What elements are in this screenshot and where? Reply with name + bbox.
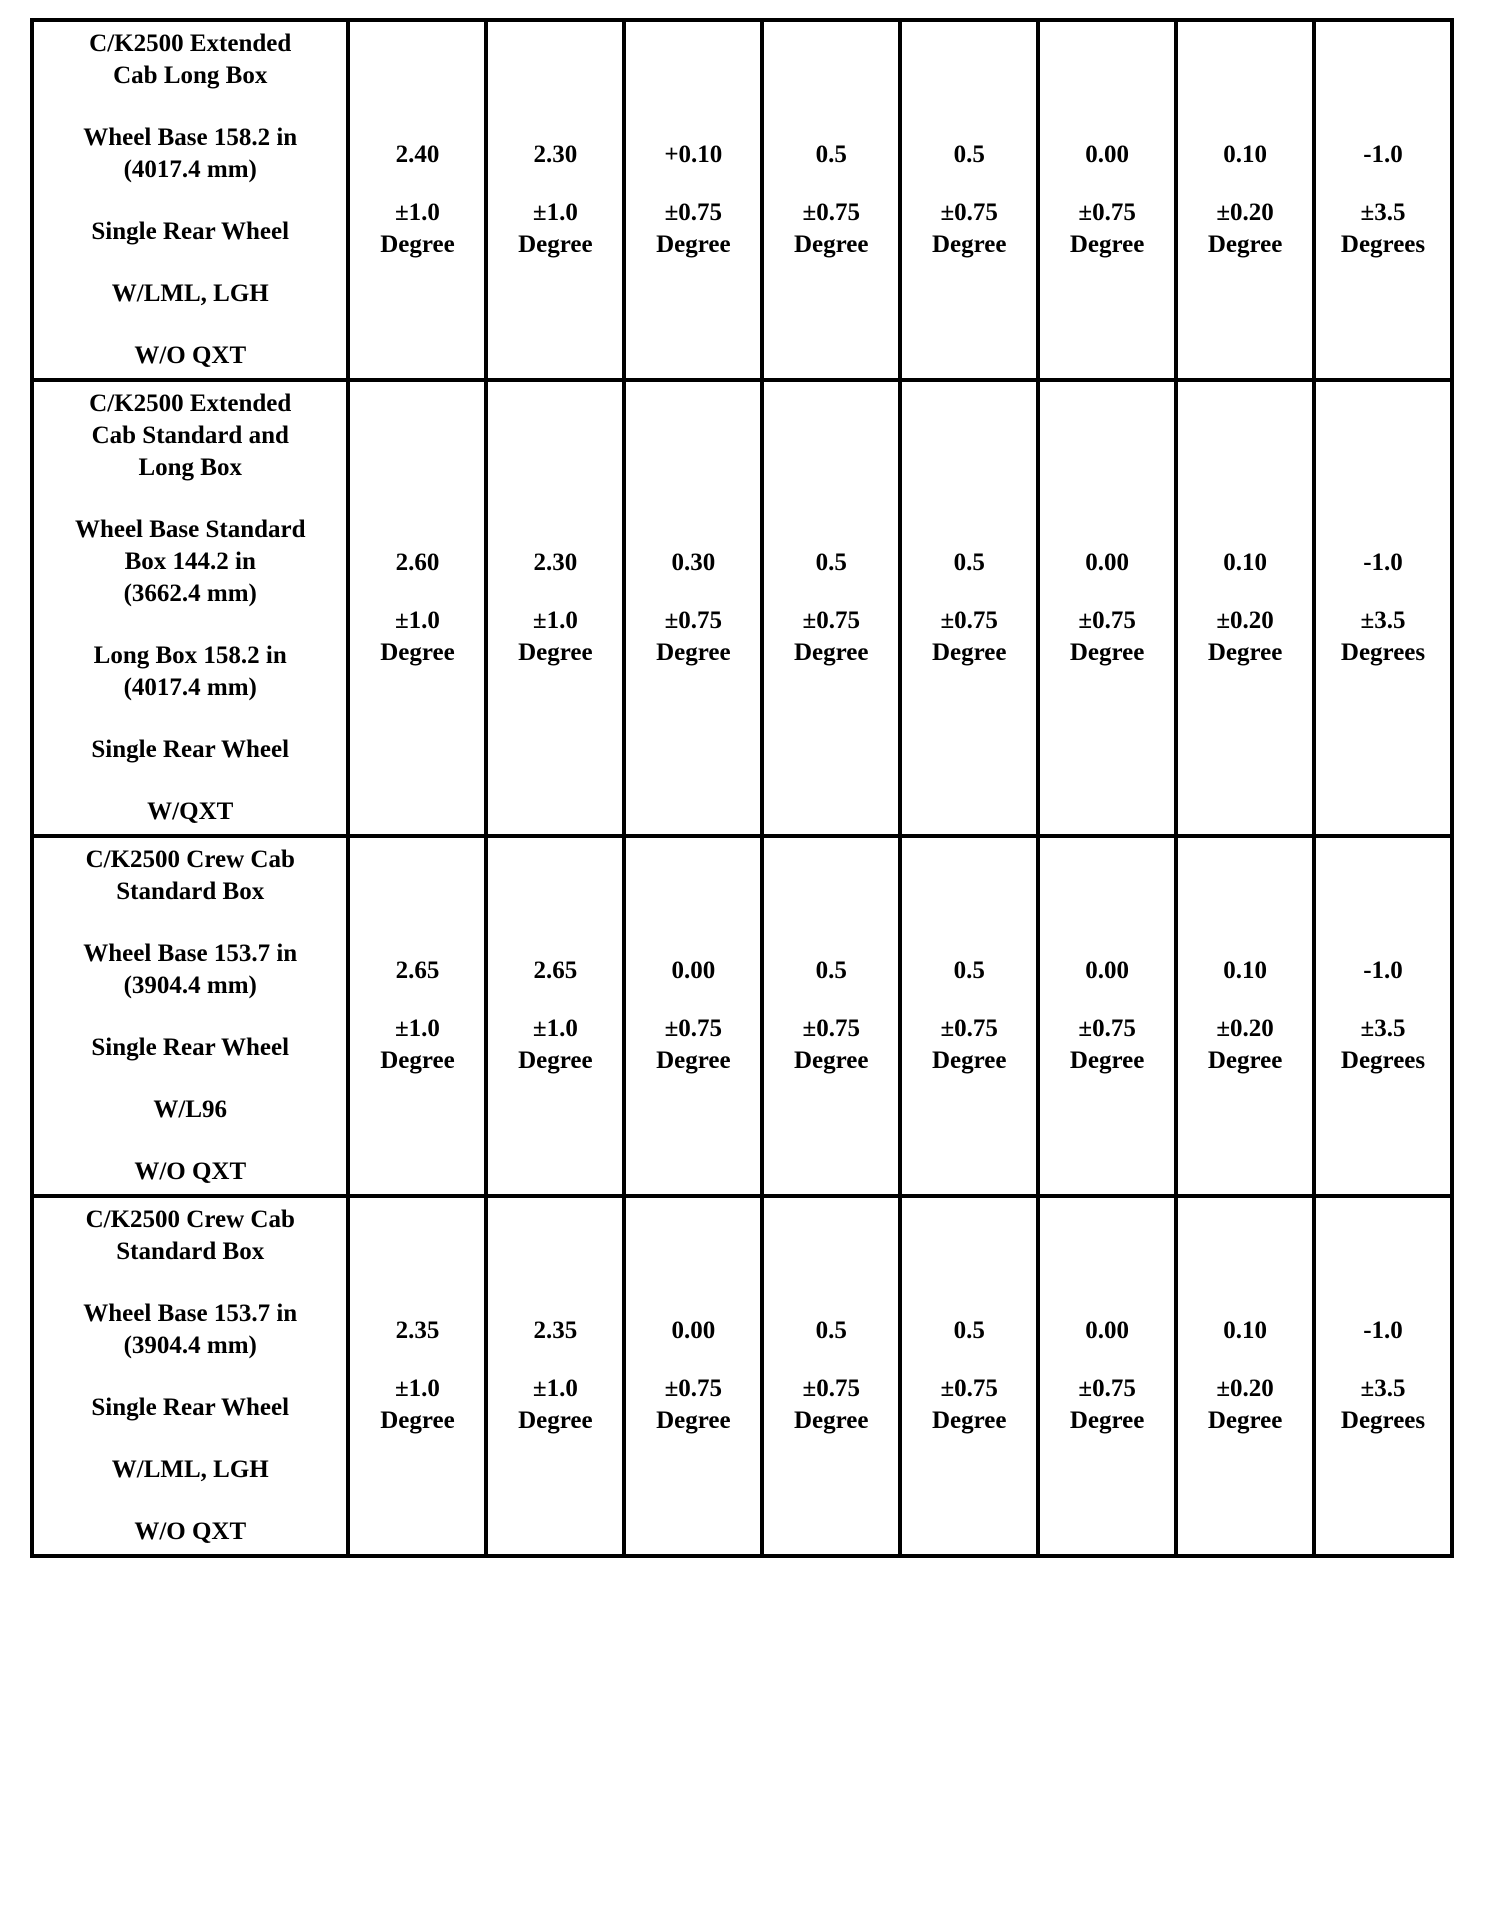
spec-value-cell — [488, 382, 626, 838]
spec-tolerance — [630, 605, 756, 669]
spec-tolerance-unit: Degree — [1069, 231, 1145, 258]
spec-tolerance-value: ±1.0 — [532, 1015, 578, 1042]
spec-value-cell — [764, 1198, 902, 1554]
spec-tolerance-unit: Degree — [794, 1407, 869, 1434]
spec-tolerance-unit: Degree — [518, 1047, 593, 1074]
description-line: W/O QXT — [134, 1158, 247, 1185]
spec-tolerance-unit: Degree — [794, 1047, 869, 1074]
spec-tolerance-unit: Degrees — [1340, 231, 1426, 258]
description-line: (4017.4 mm) — [123, 156, 257, 183]
description-block — [38, 28, 342, 92]
spec-tolerance-unit: Degree — [931, 1047, 1007, 1074]
spec-tolerance — [492, 1013, 618, 1077]
spec-nominal-value: 0.30 — [671, 549, 716, 576]
description-block — [38, 796, 342, 828]
spec-value-cell — [902, 382, 1040, 838]
description-block — [38, 122, 342, 186]
spec-tolerance-unit: Degree — [656, 1407, 731, 1434]
spec-tolerance-unit: Degree — [794, 231, 869, 258]
spec-nominal-value: 2.40 — [395, 141, 440, 168]
spec-value-cell — [488, 838, 626, 1198]
description-line: C/K2500 Crew Cab — [85, 846, 295, 873]
spec-tolerance-value: ±3.5 — [1360, 1375, 1406, 1402]
spec-tolerance — [1044, 197, 1170, 261]
spec-tolerance-value: ±0.75 — [802, 607, 860, 634]
spec-tolerance-unit: Degree — [1069, 1047, 1145, 1074]
spec-nominal-value: 0.5 — [953, 957, 985, 984]
description-block — [38, 1392, 342, 1424]
spec-tolerance-unit: Degree — [380, 231, 455, 258]
spec-nominal-value: 2.30 — [533, 141, 578, 168]
vehicle-description-cell — [34, 382, 350, 838]
spec-tolerance-value: ±0.75 — [1078, 199, 1136, 226]
spec-tolerance — [1182, 605, 1308, 669]
spec-tolerance-unit: Degree — [1069, 1407, 1145, 1434]
spec-tolerance-unit: Degree — [1207, 1407, 1283, 1434]
description-line: Wheel Base 153.7 in — [83, 1300, 298, 1327]
table-row — [34, 382, 1450, 838]
spec-value-cell — [350, 382, 488, 838]
spec-tolerance-value: ±1.0 — [394, 1015, 440, 1042]
spec-tolerance-value: ±0.20 — [1216, 1015, 1274, 1042]
spec-tolerance-unit: Degree — [1069, 639, 1145, 666]
description-line: Wheel Base 158.2 in — [83, 124, 298, 151]
spec-tolerance — [492, 605, 618, 669]
spec-tolerance — [768, 605, 894, 669]
spec-nominal-value: 2.65 — [533, 957, 578, 984]
spec-tolerance — [492, 1373, 618, 1437]
spec-nominal-value: 2.35 — [395, 1317, 440, 1344]
spec-value-cell — [488, 1198, 626, 1554]
spec-tolerance — [768, 1013, 894, 1077]
description-line: Cab Long Box — [113, 62, 268, 89]
spec-tolerance-value: ±0.75 — [1078, 1015, 1136, 1042]
spec-nominal-value: 0.5 — [953, 549, 985, 576]
spec-tolerance — [1320, 1013, 1446, 1077]
spec-value-cell — [764, 382, 902, 838]
description-line: W/LML, LGH — [111, 280, 269, 307]
spec-nominal-value: 0.00 — [1085, 1317, 1129, 1344]
spec-tolerance-unit: Degrees — [1340, 1047, 1426, 1074]
description-block — [38, 640, 342, 704]
spec-tolerance — [906, 1373, 1032, 1437]
description-block — [38, 1094, 342, 1126]
spec-nominal-value: 0.00 — [1085, 549, 1129, 576]
spec-nominal-value: 0.00 — [671, 957, 716, 984]
spec-tolerance-unit: Degree — [518, 639, 593, 666]
description-line: C/K2500 Extended — [89, 390, 292, 417]
spec-tolerance-value: ±0.75 — [940, 607, 998, 634]
spec-tolerance-value: ±1.0 — [394, 199, 440, 226]
spec-tolerance-unit: Degree — [1207, 231, 1283, 258]
description-block — [38, 938, 342, 1002]
spec-tolerance-unit: Degrees — [1340, 639, 1426, 666]
spec-value-cell — [1178, 22, 1316, 382]
spec-value-cell — [1040, 1198, 1178, 1554]
spec-tolerance-value: ±0.75 — [802, 1375, 860, 1402]
description-block — [38, 278, 342, 310]
spec-tolerance-value: ±0.75 — [664, 1375, 723, 1402]
spec-tolerance — [1044, 605, 1170, 669]
spec-tolerance — [1182, 197, 1308, 261]
spec-tolerance — [1320, 605, 1446, 669]
description-line: W/QXT — [147, 798, 234, 825]
spec-value-cell — [1178, 382, 1316, 838]
description-line: C/K2500 Extended — [89, 30, 292, 57]
spec-value-cell — [1040, 22, 1178, 382]
description-line: Wheel Base 153.7 in — [83, 940, 298, 967]
spec-tolerance — [492, 197, 618, 261]
spec-value-cell — [350, 22, 488, 382]
description-block — [38, 1156, 342, 1188]
description-block — [38, 514, 342, 610]
description-line: W/L96 — [153, 1096, 228, 1123]
spec-tolerance — [1044, 1373, 1170, 1437]
spec-tolerance-value: ±0.75 — [940, 1015, 998, 1042]
spec-value-cell — [1040, 838, 1178, 1198]
spec-tolerance — [768, 197, 894, 261]
description-line: W/O QXT — [134, 342, 247, 369]
spec-value-cell — [626, 382, 764, 838]
spec-tolerance-value: ±0.20 — [1216, 1375, 1274, 1402]
spec-tolerance-unit: Degree — [518, 1407, 593, 1434]
spec-value-cell — [764, 22, 902, 382]
spec-tolerance-value: ±1.0 — [394, 607, 440, 634]
spec-tolerance — [768, 1373, 894, 1437]
spec-value-cell — [626, 1198, 764, 1554]
spec-tolerance — [906, 605, 1032, 669]
description-block — [38, 734, 342, 766]
description-line: C/K2500 Crew Cab — [85, 1206, 295, 1233]
spec-nominal-value: 2.35 — [533, 1317, 578, 1344]
table-row — [34, 1198, 1450, 1554]
spec-tolerance-value: ±3.5 — [1360, 1015, 1406, 1042]
spec-nominal-value: -1.0 — [1363, 141, 1403, 168]
table-row — [34, 838, 1450, 1198]
spec-tolerance-value: ±0.75 — [664, 199, 723, 226]
spec-tolerance — [354, 197, 480, 261]
spec-tolerance-unit: Degree — [380, 639, 455, 666]
spec-tolerance-unit: Degree — [931, 231, 1007, 258]
spec-nominal-value: 0.10 — [1223, 141, 1267, 168]
spec-value-cell — [902, 22, 1040, 382]
description-line: Standard Box — [116, 1238, 265, 1265]
spec-tolerance — [630, 1373, 756, 1437]
spec-value-cell — [626, 838, 764, 1198]
spec-value-cell — [1040, 382, 1178, 838]
spec-tolerance — [1182, 1013, 1308, 1077]
spec-tolerance-unit: Degree — [380, 1407, 455, 1434]
description-line: Single Rear Wheel — [91, 1034, 290, 1061]
spec-value-cell — [1316, 838, 1450, 1198]
spec-value-cell — [1316, 22, 1450, 382]
spec-nominal-value: 0.5 — [815, 141, 847, 168]
description-block — [38, 1516, 342, 1548]
spec-tolerance-unit: Degree — [518, 231, 593, 258]
description-line: (4017.4 mm) — [123, 674, 257, 701]
spec-nominal-value: 0.5 — [953, 1317, 985, 1344]
description-line: Single Rear Wheel — [91, 736, 290, 763]
description-block — [38, 1204, 342, 1268]
spec-tolerance — [1320, 1373, 1446, 1437]
spec-value-cell — [626, 22, 764, 382]
description-line: W/LML, LGH — [111, 1456, 269, 1483]
spec-tolerance-unit: Degrees — [1340, 1407, 1426, 1434]
spec-tolerance — [354, 1013, 480, 1077]
spec-value-cell — [902, 838, 1040, 1198]
vehicle-description-cell — [34, 1198, 350, 1554]
description-line: Standard Box — [116, 878, 265, 905]
spec-tolerance — [354, 605, 480, 669]
description-block — [38, 1298, 342, 1362]
vehicle-description-cell — [34, 22, 350, 382]
spec-tolerance — [1320, 197, 1446, 261]
description-line: (3904.4 mm) — [123, 1332, 257, 1359]
wheel-alignment-spec-table — [30, 18, 1454, 1558]
spec-tolerance-value: ±1.0 — [532, 607, 578, 634]
spec-tolerance-value: ±1.0 — [532, 1375, 578, 1402]
spec-tolerance — [906, 1013, 1032, 1077]
spec-nominal-value: 2.30 — [533, 549, 578, 576]
spec-tolerance — [1044, 1013, 1170, 1077]
spec-tolerance — [630, 1013, 756, 1077]
description-line: (3662.4 mm) — [123, 580, 257, 607]
spec-nominal-value: 0.10 — [1223, 1317, 1267, 1344]
spec-nominal-value: -1.0 — [1363, 549, 1403, 576]
spec-value-cell — [902, 1198, 1040, 1554]
spec-value-cell — [1316, 382, 1450, 838]
description-block — [38, 388, 342, 484]
spec-tolerance-unit: Degree — [794, 639, 869, 666]
spec-value-cell — [1178, 1198, 1316, 1554]
spec-tolerance-value: ±3.5 — [1360, 607, 1406, 634]
spec-tolerance-value: ±1.0 — [394, 1375, 440, 1402]
spec-tolerance-unit: Degree — [656, 639, 731, 666]
spec-value-cell — [350, 838, 488, 1198]
spec-nominal-value: 0.10 — [1223, 957, 1267, 984]
spec-nominal-value: +0.10 — [664, 141, 723, 168]
spec-tolerance-unit: Degree — [656, 231, 731, 258]
spec-tolerance-unit: Degree — [380, 1047, 455, 1074]
spec-value-cell — [1178, 838, 1316, 1198]
spec-tolerance-value: ±0.75 — [802, 199, 860, 226]
spec-tolerance-value: ±0.75 — [940, 199, 998, 226]
spec-tolerance — [354, 1373, 480, 1437]
spec-tolerance-value: ±1.0 — [532, 199, 578, 226]
spec-nominal-value: 0.5 — [815, 1317, 847, 1344]
spec-value-cell — [764, 838, 902, 1198]
spec-tolerance — [1182, 1373, 1308, 1437]
description-block — [38, 1454, 342, 1486]
spec-value-cell — [488, 22, 626, 382]
spec-tolerance-value: ±3.5 — [1360, 199, 1406, 226]
description-line: Single Rear Wheel — [91, 1394, 290, 1421]
spec-nominal-value: 0.10 — [1223, 549, 1267, 576]
spec-tolerance-unit: Degree — [931, 639, 1007, 666]
description-line: Long Box — [138, 454, 242, 481]
spec-nominal-value: 2.65 — [395, 957, 440, 984]
spec-tolerance-value: ±0.75 — [940, 1375, 998, 1402]
table-row — [34, 22, 1450, 382]
spec-tolerance-value: ±0.75 — [1078, 1375, 1136, 1402]
description-line: Long Box 158.2 in — [93, 642, 287, 669]
spec-nominal-value: 0.00 — [1085, 141, 1129, 168]
spec-tolerance-unit: Degree — [1207, 1047, 1283, 1074]
description-line: (3904.4 mm) — [123, 972, 257, 999]
spec-tolerance — [906, 197, 1032, 261]
description-line: Cab Standard and — [91, 422, 289, 449]
spec-nominal-value: 0.5 — [815, 549, 847, 576]
description-block — [38, 1032, 342, 1064]
description-line: Box 144.2 in — [124, 548, 256, 575]
spec-nominal-value: 0.00 — [671, 1317, 716, 1344]
description-block — [38, 216, 342, 248]
spec-nominal-value: 0.5 — [953, 141, 985, 168]
table-body — [34, 22, 1450, 1554]
spec-tolerance-value: ±0.75 — [802, 1015, 860, 1042]
spec-nominal-value: 0.5 — [815, 957, 847, 984]
spec-tolerance-unit: Degree — [1207, 639, 1283, 666]
spec-tolerance-unit: Degree — [931, 1407, 1007, 1434]
spec-value-cell — [350, 1198, 488, 1554]
spec-tolerance-unit: Degree — [656, 1047, 731, 1074]
spec-nominal-value: 2.60 — [395, 549, 440, 576]
description-line: Wheel Base Standard — [74, 516, 306, 543]
spec-tolerance — [630, 197, 756, 261]
description-block — [38, 844, 342, 908]
spec-value-cell — [1316, 1198, 1450, 1554]
spec-nominal-value: 0.00 — [1085, 957, 1129, 984]
spec-tolerance-value: ±0.20 — [1216, 607, 1274, 634]
spec-tolerance-value: ±0.75 — [1078, 607, 1136, 634]
spec-nominal-value: -1.0 — [1363, 957, 1403, 984]
spec-tolerance-value: ±0.75 — [664, 607, 723, 634]
description-line: W/O QXT — [134, 1518, 247, 1545]
spec-tolerance-value: ±0.20 — [1216, 199, 1274, 226]
spec-nominal-value: -1.0 — [1363, 1317, 1403, 1344]
spec-tolerance-value: ±0.75 — [664, 1015, 723, 1042]
description-line: Single Rear Wheel — [91, 218, 290, 245]
description-block — [38, 340, 342, 372]
vehicle-description-cell — [34, 838, 350, 1198]
